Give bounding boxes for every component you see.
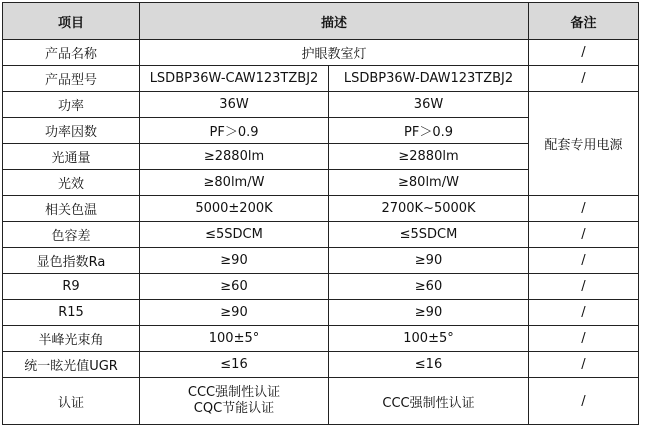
- row-note: /: [529, 66, 639, 92]
- row-label: 半峰光束角: [3, 326, 140, 352]
- row-value-merged: 护眼教室灯: [140, 40, 529, 66]
- table-row: [3, 66, 639, 92]
- row-value-b: 2700K~5000K: [329, 196, 529, 222]
- row-value-a: 5000±200K: [140, 196, 329, 222]
- cert-cqc: CQC节能认证: [193, 401, 275, 416]
- row-value-a: LSDBP36W-CAW123TZBJ2: [140, 66, 329, 92]
- row-note: /: [529, 378, 639, 425]
- table-row: [3, 326, 639, 352]
- table-row: [3, 378, 639, 425]
- row-label: 产品型号: [3, 66, 140, 92]
- row-note: /: [529, 196, 639, 222]
- row-value-b: CCC强制性认证: [329, 378, 529, 425]
- row-note: /: [529, 326, 639, 352]
- row-value-a: ≥90: [140, 300, 329, 326]
- row-note: /: [529, 300, 639, 326]
- table-row: [3, 196, 639, 222]
- row-value-b: PF＞0.9: [329, 118, 529, 144]
- row-note: /: [529, 274, 639, 300]
- row-label: R15: [3, 300, 140, 326]
- row-label: 功率: [3, 92, 140, 118]
- row-label: 光通量: [3, 144, 140, 170]
- row-value-a: ≤16: [140, 352, 329, 378]
- table-row: [3, 352, 639, 378]
- row-label: 显色指数Ra: [3, 248, 140, 274]
- table-row: [3, 40, 639, 66]
- row-value-b: LSDBP36W-DAW123TZBJ2: [329, 66, 529, 92]
- header-note: 备注: [529, 3, 639, 40]
- table-row: [3, 274, 639, 300]
- row-note: /: [529, 40, 639, 66]
- row-label: 认证: [3, 378, 140, 425]
- row-value-b: 100±5°: [329, 326, 529, 352]
- row-value-a: 36W: [140, 92, 329, 118]
- row-value-a: PF＞0.9: [140, 118, 329, 144]
- row-value-a: ≤5SDCM: [140, 222, 329, 248]
- spec-table: [2, 2, 639, 425]
- row-value-b: ≥2880lm: [329, 144, 529, 170]
- row-label: 统一眩光值UGR: [3, 352, 140, 378]
- row-value-a: ≥90: [140, 248, 329, 274]
- table-row: [3, 300, 639, 326]
- table-row: [3, 92, 639, 118]
- table-row: [3, 248, 639, 274]
- row-value-a: 100±5°: [140, 326, 329, 352]
- header-item: 项目: [3, 3, 140, 40]
- row-value-b: ≥60: [329, 274, 529, 300]
- row-value-b: ≤5SDCM: [329, 222, 529, 248]
- row-value-b: ≥90: [329, 248, 529, 274]
- row-value-a: [140, 378, 329, 425]
- row-value-b: ≥90: [329, 300, 529, 326]
- row-label: 功率因数: [3, 118, 140, 144]
- header-desc: 描述: [140, 3, 529, 40]
- row-value-a: ≥80lm/W: [140, 170, 329, 196]
- row-label: R9: [3, 274, 140, 300]
- row-label: 色容差: [3, 222, 140, 248]
- row-value-b: ≥80lm/W: [329, 170, 529, 196]
- row-label: 光效: [3, 170, 140, 196]
- row-value-a: ≥2880lm: [140, 144, 329, 170]
- row-value-b: ≤16: [329, 352, 529, 378]
- row-value-b: 36W: [329, 92, 529, 118]
- row-label: 产品名称: [3, 40, 140, 66]
- header-row: [3, 3, 639, 40]
- row-note: /: [529, 352, 639, 378]
- row-note: /: [529, 248, 639, 274]
- merged-note-power-supply: 配套专用电源: [529, 92, 639, 196]
- cert-ccc: CCC强制性认证: [187, 385, 281, 400]
- row-label: 相关色温: [3, 196, 140, 222]
- row-note: /: [529, 222, 639, 248]
- table-row: [3, 222, 639, 248]
- row-value-a: ≥60: [140, 274, 329, 300]
